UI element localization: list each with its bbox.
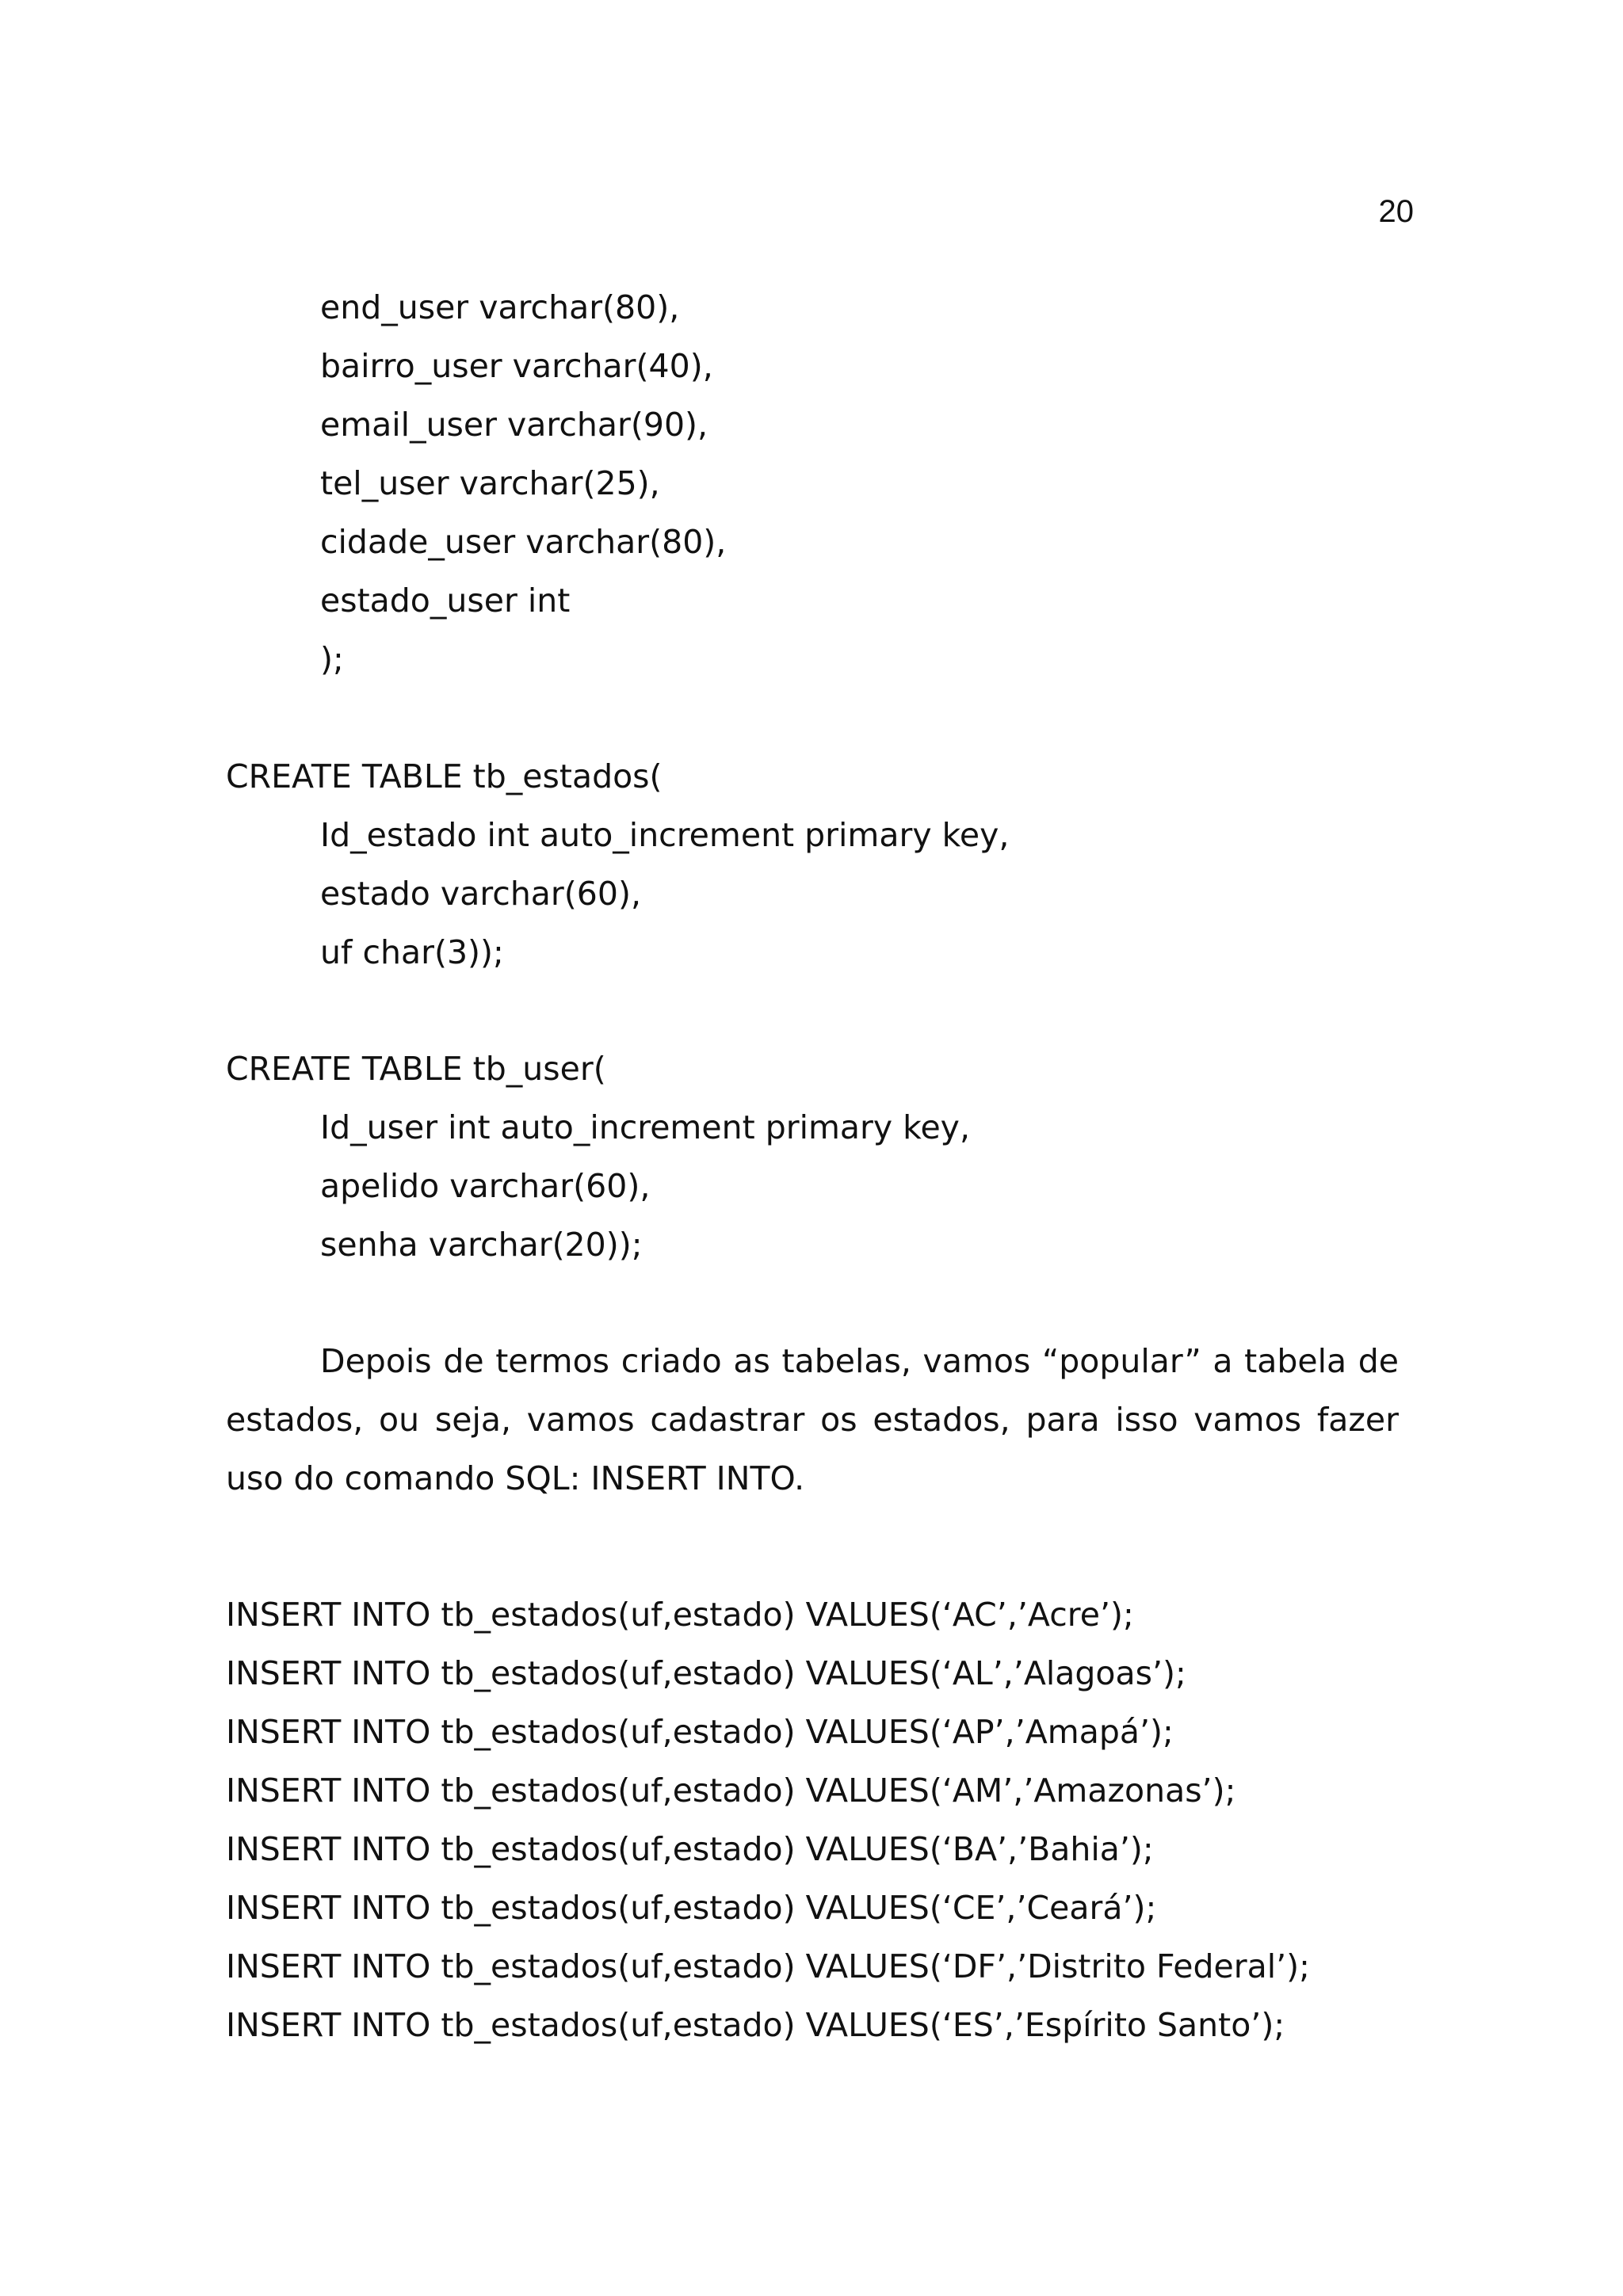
insert-statement: INSERT INTO tb_estados(uf,estado) VALUES(‘DF’,’Distrito Federal’);: [226, 1947, 1310, 1985]
insert-statement: INSERT INTO tb_estados(uf,estado) VALUES(‘AP’,’Amapá’);: [226, 1713, 1174, 1751]
code-line: );: [320, 640, 344, 678]
code-line: bairro_user varchar(40),: [320, 347, 713, 385]
code-line: Id_user int auto_increment primary key,: [320, 1108, 970, 1146]
code-line: email_user varchar(90),: [320, 406, 708, 444]
insert-statement: INSERT INTO tb_estados(uf,estado) VALUES(‘CE’,’Ceará’);: [226, 1889, 1157, 1927]
code-line: tel_user varchar(25),: [320, 464, 660, 502]
paragraph-line: uso do comando SQL: INSERT INTO.: [226, 1459, 805, 1497]
page-number: 20: [1378, 194, 1414, 229]
code-line: Id_estado int auto_increment primary key,: [320, 816, 1010, 854]
insert-statement: INSERT INTO tb_estados(uf,estado) VALUES(‘AM’,’Amazonas’);: [226, 1772, 1236, 1810]
create-table-header: CREATE TABLE tb_user(: [226, 1050, 606, 1088]
code-line: uf char(3));: [320, 933, 504, 971]
code-line: senha varchar(20));: [320, 1226, 643, 1264]
paragraph-line: estados, ou seja, vamos cadastrar os estados, para isso vamos fazer: [226, 1401, 1399, 1439]
code-line: estado varchar(60),: [320, 875, 641, 913]
insert-statement: INSERT INTO tb_estados(uf,estado) VALUES(‘ES’,’Espírito Santo’);: [226, 2006, 1285, 2044]
create-table-header: CREATE TABLE tb_estados(: [226, 757, 663, 795]
code-line: end_user varchar(80),: [320, 288, 680, 326]
insert-statement: INSERT INTO tb_estados(uf,estado) VALUES(‘AC’,’Acre’);: [226, 1596, 1134, 1634]
paragraph-line: Depois de termos criado as tabelas, vamos “popular” a tabela de: [320, 1342, 1399, 1380]
insert-statement: INSERT INTO tb_estados(uf,estado) VALUES(‘BA’,’Bahia’);: [226, 1830, 1154, 1868]
code-line: apelido varchar(60),: [320, 1167, 651, 1205]
insert-statement: INSERT INTO tb_estados(uf,estado) VALUES(‘AL’,’Alagoas’);: [226, 1654, 1186, 1692]
code-line: cidade_user varchar(80),: [320, 523, 727, 561]
code-line: estado_user int: [320, 582, 571, 620]
